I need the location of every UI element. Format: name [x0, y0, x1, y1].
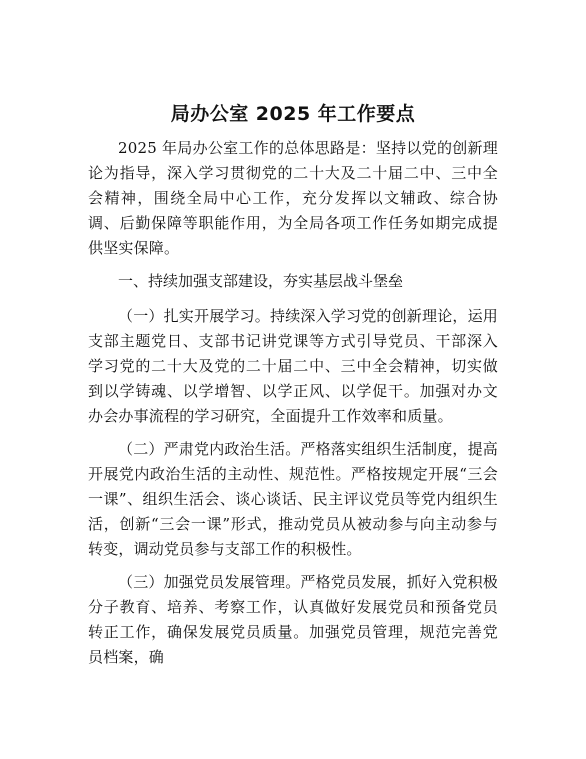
- item-paragraph-1: （一）扎实开展学习。持续深入学习党的创新理论，运用支部主题党日、支部书记讲党课等方式引导党员、干部深入学习党的二十大及党的二十届二中、三中全会精神，切实做到以学铸魂、以学增智、以学正风、以学促干。加强对办文办会办事流程的学习研究，全面提升工作效率和质量。: [88, 307, 499, 425]
- document-title: 局办公室 2025 年工作要点: [170, 103, 416, 125]
- item-paragraph-3: （三）加强党员发展管理。严格党员发展，抓好入党积极分子教育、培养、考察工作，认真做好发展党员和预备党员转正工作，确保发展党员质量。加强党员管理，规范完善党员档案，确: [88, 573, 499, 666]
- section-heading: 一、持续加强支部建设，夯实基层战斗堡垒: [118, 272, 404, 290]
- intro-paragraph: 2025 年局办公室工作的总体思路是：坚持以党的创新理论为指导，深入学习贯彻党的二十大及二十届二中、三中全会精神，围绕全局中心工作，充分发挥以文辅政、综合协调、后勤保障等职能作用，为全局各项工作任务如期完成提供坚实保障。: [88, 139, 498, 257]
- item-paragraph-2: （二）严肃党内政治生活。严格落实组织生活制度，提高开展党内政治生活的主动性、规范性。严格按规定开展“三会一课”、组织生活会、谈心谈话、民主评议党员等党内组织生活，创新“三会一课”形式，推动党员从被动参与向主动参与转变，调动党员参与支部工作的积极性。: [88, 440, 499, 558]
- document-page: [88, 100, 498, 678]
